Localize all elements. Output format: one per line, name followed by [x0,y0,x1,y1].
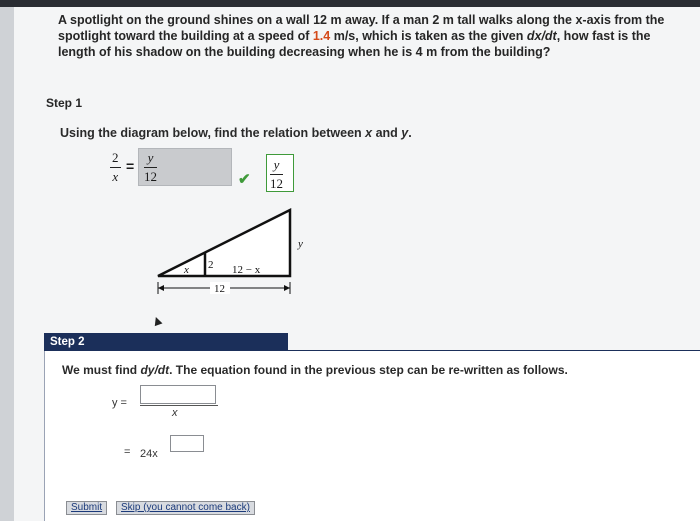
exponent-input[interactable] [170,435,204,452]
problem-text-1: A spotlight on the ground shines on a wall 12 m away. If a man 2 m tall walks along the x-axis from the spotlight toward the building at a speed of [58,13,665,43]
label-y: y [298,238,303,250]
problem-statement [58,12,688,60]
problem-text-2: m/s, which is taken as the given [330,29,527,43]
lhs-fraction-bar [110,167,121,168]
var-x: x [365,126,373,140]
arrow-right [284,285,290,291]
dydt-term: dy/dt [140,363,170,377]
correct-answer-fraction [270,157,283,192]
checkmark-icon: ✔ [238,171,251,188]
submit-button[interactable]: Submit [66,501,107,515]
step1-instruction [60,126,412,140]
step2-text-pre: We must find [62,363,141,377]
instruction-text: Using the diagram below, find the relation between [60,126,366,140]
step2-text-post: . The equation found in the previous step can be re-written as follows. [169,363,568,377]
label-2: 2 [208,259,214,271]
correct-fraction-bar [270,174,283,175]
rhs-denominator: 12 [144,169,157,184]
label-x: x [184,264,189,276]
equals-sign: = [126,158,135,174]
lhs-numerator: 2 [112,150,119,165]
arrow-left [158,285,164,291]
denominator-x: x [172,407,178,419]
big-triangle [158,210,290,276]
coefficient: 24x [140,448,158,460]
correct-numerator: y [273,157,280,172]
left-edge [0,7,14,521]
instruction-period: . [408,126,412,140]
rhs-numerator: y [147,150,154,165]
equals-sign-2: = [124,446,131,458]
numerator-input[interactable] [140,385,216,404]
rhs-fraction-bar [144,167,157,168]
lhs-fraction [110,150,121,185]
dxdt-term: dx/dt [526,29,557,43]
y-equals: y = [112,397,127,409]
triangle-diagram [150,208,310,298]
top-bar [0,0,700,7]
correct-denominator: 12 [270,176,283,191]
step2-header-rule [288,350,700,351]
lhs-denominator: x [112,169,119,184]
fraction-bar [140,405,218,406]
label-12: 12 [214,283,225,295]
instruction-and: and [372,126,402,140]
step2-instruction [62,363,568,377]
skip-button[interactable]: Skip (you cannot come back) [116,501,255,515]
label-12-minus-x: 12 − x [232,264,261,276]
speed-value: 1.4 [312,29,331,43]
step2-label: Step 2 [44,333,288,351]
var-y: y [401,126,409,140]
problem-text-3: , how fast is the length of his shadow on the building decreasing when he is 4 m from the building? [58,29,651,59]
step1-label: Step 1 [46,96,83,110]
mouse-cursor-icon: ▲ [147,310,167,330]
rhs-fraction [144,150,157,185]
